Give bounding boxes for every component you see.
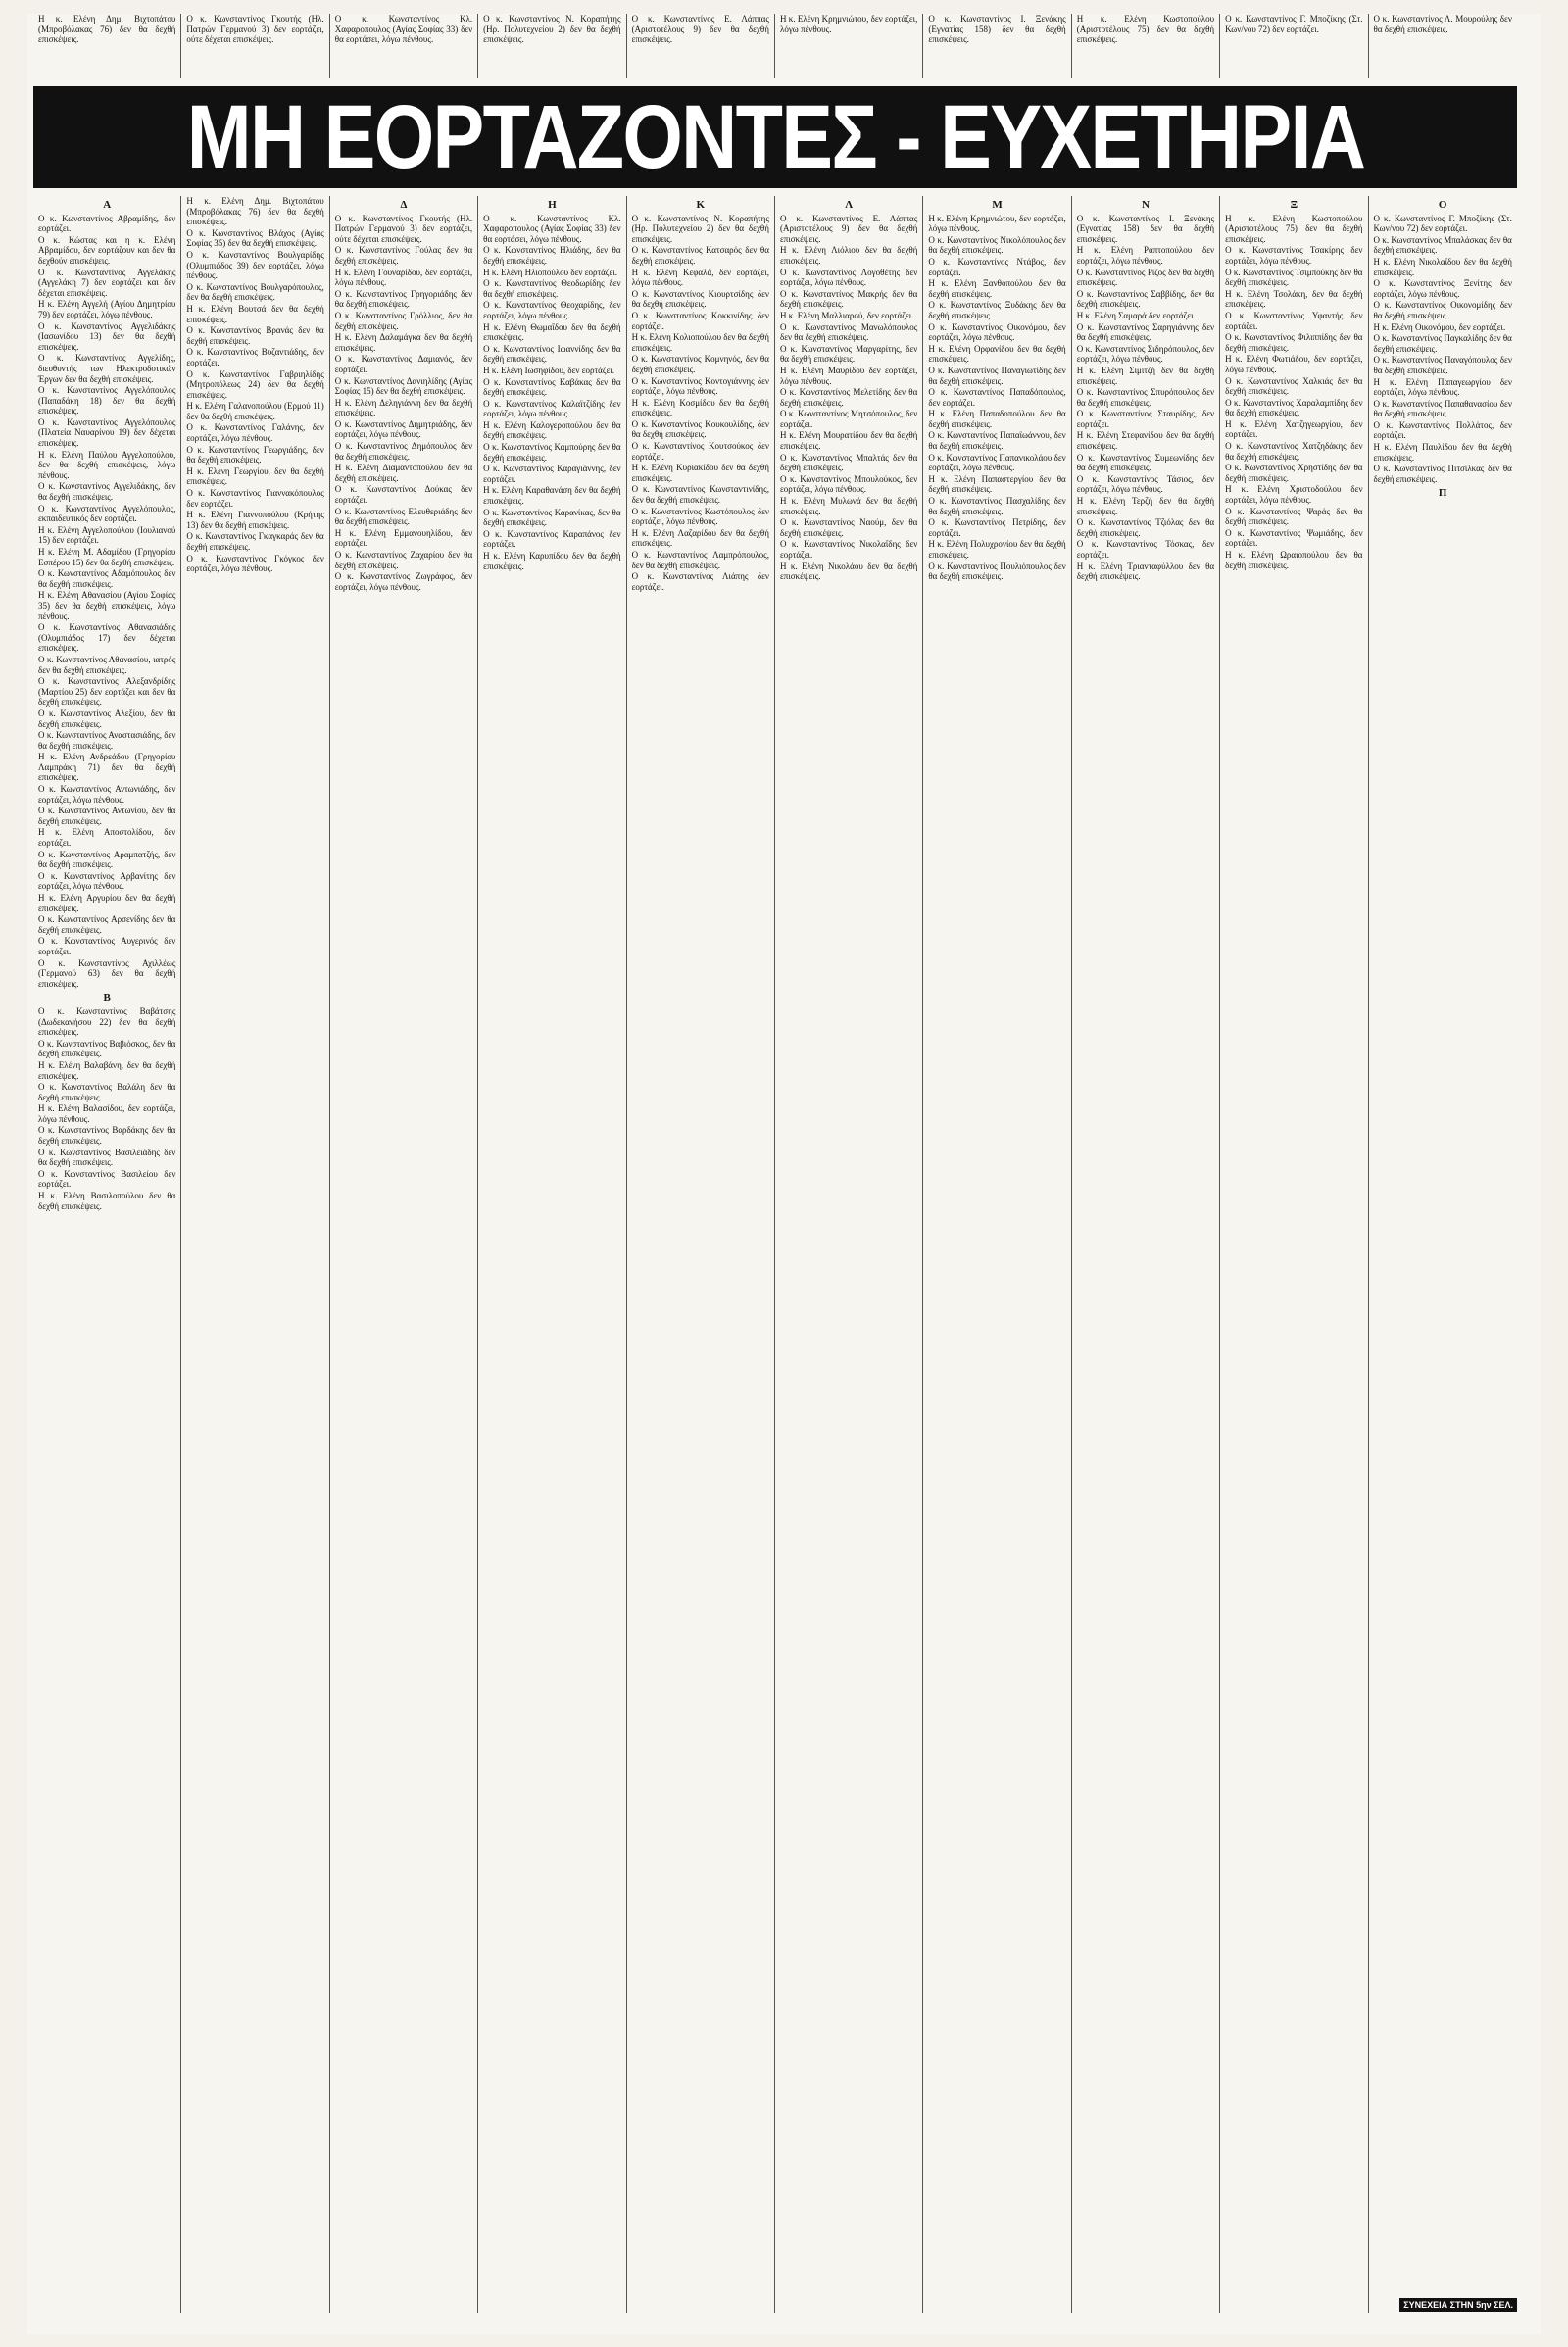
listing-entry: Ο κ. Κωνσταντίνος Βασιλείου δεν εορτάζει. [38, 1168, 176, 1190]
listing-entry: Ο κ. Κωνσταντίνος Αγγελιδάκης, δεν θα δεχθή επισκέψεις. [38, 481, 176, 503]
listing-entry: Ο κ. Κωνσταντίνος Ξυδάκης δεν θα δεχθή επισκέψεις. [928, 300, 1066, 320]
listing-entry: Ο κ. Κωνσταντίνος Δούκας δεν εορτάζει. [334, 484, 473, 506]
top-strip-column-7 [923, 14, 1071, 78]
listing-entry: Ο κ. Κωνσταντίνος Κοκκινίδης δεν εορτάζει. [631, 310, 769, 331]
listing-entry: Ο κ. Κωνσταντίνος Οικονόμου, δεν εορτάζει, λόγω πένθους. [928, 321, 1066, 343]
listing-entry: Ο κ. Κωνσταντίνος Βυζαντιάδης, δεν εορτάζει. [186, 347, 324, 367]
section-letter: Ν [1141, 199, 1150, 211]
listing-entry: Ο κ. Κωνσταντίνος Πολλάτος, δεν εορτάζει. [1373, 419, 1512, 441]
listing-entry: Η κ. Ελένη Θωμαΐδου δεν θα δεχθή επισκέψεις. [483, 321, 621, 343]
listing-entry: Η κ. Ελένη Αγγελή (Αγίου Δημητρίου 79) δεν εορτάζει, λόγω πένθους. [38, 299, 176, 319]
listing-entry: Η κ. Ελένη Γουναρίδου, δεν εορτάζει, λόγω πένθους. [334, 267, 473, 288]
entries-group [38, 214, 175, 990]
listing-entry: Η κ. Ελένη Κολιοπούλου δεν θα δεχθή επισκέψεις. [631, 332, 769, 353]
entries-group [632, 214, 769, 593]
top-strip-entry: Ο κ. Κωνσταντίνος Ι. Ξενάκης (Εγνατίας 158) δεν θα δεχθή επισκέψεις. [928, 14, 1066, 45]
listing-entry: Ο κ. Κωνσταντίνος Κιουρτσίδης δεν θα δεχθή επισκέψεις. [631, 288, 769, 310]
listing-entry: Η κ. Ελένη Μουρατίδου δεν θα δεχθή επισκέψεις. [779, 430, 918, 452]
headline-banner [33, 86, 1517, 188]
listing-column-3 [330, 196, 478, 2313]
listing-entry: Η κ. Ελένη Παπαδοπούλου δεν θα δεχθή επισκέψεις. [928, 409, 1066, 429]
top-strip-column-5 [627, 14, 775, 78]
top-strip-column-4 [478, 14, 626, 78]
listing-entry: Ο κ. Κωνσταντίνος Λιάπης δεν εορτάζει. [631, 571, 769, 592]
listing-entry: Ο κ. Κωνσταντίνος Βασιλειάδης δεν θα δεχθή επισκέψεις. [38, 1147, 176, 1168]
listing-entry: Ο κ. Κωνσταντίνος Μαργαρίτης, δεν θα δεχθή επισκέψεις. [779, 343, 918, 365]
listing-entry: Ο κ. Κωνσταντίνος Τζιόλας δεν θα δεχθή επισκέψεις. [1076, 517, 1215, 538]
listing-entry: Η κ. Ελένη Παυλίδου δεν θα δεχθή επισκέψεις. [1373, 442, 1512, 463]
listing-entry: Ο κ. Κωνσταντίνος Βαρδάκης δεν θα δεχθή επισκέψεις. [38, 1125, 176, 1147]
listing-entry: Ο κ. Κωνσταντίνος Βαλάλη δεν θα δεχθή επισκέψεις. [38, 1082, 176, 1102]
top-strip-column-1 [33, 14, 181, 78]
section-letter: Β [103, 992, 111, 1004]
listing-entry: Ο κ. Κωνσταντίνος Ψαράς δεν θα δεχθή επισκέψεις. [1225, 506, 1363, 527]
listing-entry: Ο κ. Κωνσταντίνος Γεωργιάδης, δεν θα δεχθή επισκέψεις. [186, 444, 324, 465]
listing-entry: Ο κ. Κωνσταντίνος Αγγελίδης, διευθυντής των Ηλεκτροδοτικών Έργων δεν θα δεχθή επισκέψεις. [38, 353, 176, 384]
listing-entry: Ο κ. Κωνσταντίνος Αγγελόπουλος (Παπαδάκη 18) δεν θα δεχθή επισκέψεις. [38, 385, 176, 416]
listing-entry: Η κ. Ελένη Σιμιτζή δεν θα δεχθή επισκέψεις. [1076, 365, 1215, 386]
listing-entry: Η κ. Ελένη Κοσμίδου δεν θα δεχθή επισκέψεις. [631, 397, 769, 418]
listing-entry: Ο κ. Κωνσταντίνος Γ. Μποζίκης (Στ. Κων/νου 72) δεν εορτάζει. [1373, 213, 1512, 234]
listing-entry: Ο κ. Κωνσταντίνος Ντάβος, δεν εορτάζει. [928, 256, 1066, 277]
top-strip-entry: Ο κ. Κωνσταντίνος Ε. Λάππας (Αριστοτέλους 9) δεν θα δεχθή επισκέψεις. [631, 14, 769, 45]
listing-entry: Η κ. Ελένη Ανδρεάδου (Γρηγορίου Λαμπράκη 71) δεν θα δεχθή επισκέψεις. [38, 752, 176, 783]
listing-entry: Ο κ. Κωνσταντίνος Δαμιανός, δεν εορτάζει. [334, 354, 473, 374]
listing-entry: Η κ. Ελένη Πολυχρονίου δεν θα δεχθή επισκέψεις. [928, 539, 1066, 560]
listing-entry: Η κ. Ελένη Παύλου Αγγελοπούλου, δεν θα δεχθή επισκέψεις, λόγω πένθους. [38, 449, 176, 480]
section-letter: Η [548, 199, 557, 211]
listing-entry: Ο κ. Κωνσταντίνος Ηλιάδης, δεν θα δεχθή επισκέψεις. [483, 245, 621, 266]
listing-entry: Ο κ. Κωνσταντίνος Κοντογιάννης δεν εορτάζει, λόγω πένθους. [631, 375, 769, 397]
listing-entry: Ο κ. Κωνσταντίνος Πασχαλίδης δεν θα δεχθή επισκέψεις. [928, 496, 1066, 516]
listing-entry: Η κ. Ελένη Μαλλιαρού, δεν εορτάζει. [779, 310, 914, 320]
listing-entry: Ο κ. Κωνσταντίνος Τσιμπούκης δεν θα δεχθή επισκέψεις. [1225, 267, 1363, 288]
listing-entry: Η κ. Ελένη Αποστολίδου, δεν εορτάζει. [38, 827, 176, 849]
listing-entry: Ο κ. Κωνσταντίνος Αρσενίδης δεν θα δεχθή επισκέψεις. [38, 914, 176, 935]
listing-entry: Η κ. Ελένη Σαμαρά δεν εορτάζει. [1076, 310, 1196, 320]
listing-column-10 [1369, 196, 1517, 2313]
listing-entry: Ο κ. Κωνσταντίνος Παπαϊωάννου, δεν θα δεχθή επισκέψεις. [928, 430, 1066, 452]
listing-entry: Ο κ. Κωνσταντίνος Μελετίδης δεν θα δεχθή επισκέψεις. [779, 387, 918, 408]
listing-entry: Ο κ. Κωνσταντίνος Παπανικολάου δεν εορτάζει, λόγω πένθους. [928, 452, 1066, 473]
listing-entry: Ο κ. Κωνσταντίνος Ε. Λάππας (Αριστοτέλους 9) δεν θα δεχθή επισκέψεις. [779, 213, 918, 244]
listing-entry: Η κ. Ελένη Κρημνιώτου, δεν εορτάζει, λόγω πένθους. [928, 213, 1066, 234]
listing-entry: Ο κ. Κωνσταντίνος Σαρηγιάννης δεν θα δεχθή επισκέψεις. [1076, 321, 1215, 343]
top-strip-entry: Ο κ. Κωνσταντίνος Λ. Μουρούλης δεν θα δεχθή επισκέψεις. [1373, 14, 1512, 34]
listing-entry: Η κ. Ελένη Φωτιάδου, δεν εορτάζει, λόγω πένθους. [1225, 354, 1363, 374]
listing-entry: Ο κ. Κωνσταντίνος Σαββίδης, δεν θα δεχθή επισκέψεις. [1076, 288, 1215, 310]
listing-entry: Ο κ. Κωνσταντίνος Σταυρίδης, δεν εορτάζει. [1076, 409, 1215, 429]
top-strip-entry: Η κ. Ελένη Κρημνιώτου, δεν εορτάζει, λόγω πένθους. [779, 14, 918, 34]
listing-entry: Ο κ. Κωνσταντίνος Βαβάτσης (Δωδεκανήσου 22) δεν θα δεχθή επισκέψεις. [38, 1005, 176, 1038]
listing-entry: Η κ. Ελένη Γαλανοπούλου (Ερμού 11) δεν θα δεχθή επισκέψεις. [186, 401, 324, 421]
listing-entry: Ο κ. Κωνσταντίνος Χατζηδάκης δεν θα δεχθή επισκέψεις. [1225, 441, 1363, 462]
listing-entry: Η κ. Ελένη Ξανθοπούλου δεν θα δεχθή επισκέψεις. [928, 278, 1066, 299]
listing-entry: Ο κ. Κωνσταντίνος Μπαλτάς δεν θα δεχθή επισκέψεις. [779, 452, 918, 473]
entries-group [780, 214, 917, 582]
listing-entry: Ο κ. Κωνσταντίνος Κωνσταντινίδης, δεν θα δεχθή επισκέψεις. [631, 484, 769, 506]
top-strip-column-3 [330, 14, 478, 78]
listing-entry: Ο κ. Κωνσταντίνος Γρηγοριάδης δεν θα δεχθή επισκέψεις. [334, 288, 473, 310]
listing-entry: Ο κ. Κωνσταντίνος Τσακίρης δεν εορτάζει, λόγω πένθους. [1225, 245, 1363, 266]
listing-entry: Ο κ. Κωνσταντίνος Αβραμίδης, δεν εορτάζει. [38, 213, 176, 234]
listing-entry: Η κ. Ελένη Καλογεροπούλου δεν θα δεχθή επισκέψεις. [483, 419, 621, 441]
top-strip-column-8 [1072, 14, 1220, 78]
listing-entry: Ο κ. Κωνσταντίνος Κουκουλίδης, δεν θα δεχθή επισκέψεις. [631, 418, 769, 440]
listing-entry: Ο κ. Κωνσταντίνος Καβάκας δεν θα δεχθή επισκέψεις. [483, 376, 621, 398]
listing-entry: Η κ. Ελένη Δαλαμάγκα δεν θα δεχθή επισκέψεις. [334, 332, 473, 353]
listing-entry: Ο κ. Κωνσταντίνος Αντωνίου, δεν θα δεχθή επισκέψεις. [38, 806, 176, 826]
listing-entry: Ο κ. Κωνσταντίνος Μπαλάσκας δεν θα δεχθή επισκέψεις. [1373, 234, 1512, 256]
listing-entry: Ο κ. Κωνσταντίνος Μπουλούκος, δεν εορτάζει, λόγω πένθους. [779, 473, 918, 495]
listing-entry: Ο κ. Κωνσταντίνος Ιωαννίδης δεν θα δεχθή επισκέψεις. [483, 343, 621, 365]
listing-entry: Η κ. Ελένη Βουτσά δεν θα δεχθή επισκέψεις. [186, 303, 324, 324]
listing-entry: Η κ. Ελένη Βασιλοπούλου δεν θα δεχθή επισκέψεις. [38, 1191, 176, 1211]
listing-entry: Ο κ. Κωνσταντίνος Γαβριηλίδης (Μητροπόλεως 24) δεν θα δεχθή επισκέψεις. [186, 368, 324, 400]
section-letter: Μ [992, 199, 1003, 211]
listing-entry: Ο κ. Κωνσταντίνος Δημητριάδης, δεν εορτάζει, λόγω πένθους. [334, 418, 473, 440]
listing-entry: Ο κ. Κωνσταντίνος Νικολαΐδης δεν εορτάζει. [779, 539, 918, 560]
section-letter: Κ [696, 199, 706, 211]
listing-entry: Ο κ. Κωνσταντίνος Κουτσούκος δεν εορτάζει. [631, 441, 769, 462]
listing-entry: Η κ. Ελένη Χατζηγεωργίου, δεν εορτάζει. [1225, 418, 1363, 440]
listing-entry: Η κ. Ελένη Μαυρίδου δεν εορτάζει, λόγω πένθους. [779, 365, 918, 386]
top-strip-entry: Ο κ. Κωνσταντίνος Ν. Κοραπήτης (Ηρ. Πολυτεχνείου 2) δεν θα δεχθή επισκέψεις. [483, 14, 621, 45]
listing-entry: Ο κ. Κωνσταντίνος Βρανάς δεν θα δεχθή επισκέψεις. [186, 325, 324, 346]
entries-group [1077, 214, 1214, 582]
top-strip-entry: Ο κ. Κωνσταντίνος Γ. Μποζίκης (Στ. Κων/νου 72) δεν εορτάζει. [1225, 14, 1363, 34]
listing-entry: Ο κ. Κωνσταντίνος Κλ. Χαφαροπουλος (Αγίας Σοφίας 33) δεν θα εορτάσει, λόγω πένθους. [483, 213, 621, 244]
listing-entry: Ο κ. Κώστας και η κ. Ελένη Αβραμίδου, δεν εορτάζουν και δεν θα δεχθούν επισκέψεις. [38, 234, 176, 266]
listing-entry: Η κ. Ελένη Νικολάου δεν θα δεχθή επισκέψεις. [779, 561, 918, 582]
listing-column-9 [1220, 196, 1368, 2313]
listing-entry: Η κ. Ελένη Γιαννοπούλου (Κρήτης 13) δεν θα δεχθή επισκέψεις. [186, 510, 324, 530]
listing-entry: Ο κ. Κωνσταντίνος Κατσαρός δεν θα δεχθή επισκέψεις. [631, 245, 769, 266]
listing-entry: Ο κ. Κωνσταντίνος Μακρής δεν θα δεχθή επισκέψεις. [779, 288, 918, 310]
listing-entry: Ο κ. Κωνσταντίνος Καμπούρης δεν θα δεχθή επισκέψεις. [483, 442, 621, 463]
listing-entry: Ο κ. Κωνσταντίνος Δημόπουλος δεν θα δεχθή επισκέψεις. [334, 441, 473, 462]
listing-entry: Ο κ. Κωνσταντίνος Γκαγκαράς δεν θα δεχθή επισκέψεις. [186, 531, 324, 552]
listing-entry: Ο κ. Κωνσταντίνος Βλάχος (Αγίας Σοφίας 35) δεν θα δεχθή επισκέψεις. [186, 227, 324, 249]
listing-entry: Ο κ. Κωνσταντίνος Ξενίτης δεν εορτάζει, λόγω πένθους. [1373, 278, 1512, 299]
listing-entry: Η κ. Ελένη Ραπτοπούλου δεν εορτάζει, λόγω πένθους. [1076, 245, 1215, 266]
listing-entry: Ο κ. Κωνσταντίνος Γούλας δεν θα δεχθή επισκέψεις. [334, 245, 473, 266]
top-strip-column-10 [1369, 14, 1517, 78]
listing-entry: Η κ. Ελένη Νικολαΐδου δεν θα δεχθή επισκέψεις. [1373, 256, 1512, 277]
listing-entry: Η κ. Ελένη Οικονόμου, δεν εορτάζει. [1373, 321, 1506, 332]
listing-entry: Η κ. Ελένη Διαμαντοπούλου δεν θα δεχθή επισκέψεις. [334, 463, 473, 483]
listing-entry: Ο κ. Κωνσταντίνος Πετρίδης, δεν εορτάζει. [928, 517, 1066, 538]
listing-column-7 [923, 196, 1071, 2313]
listing-entry: Ο κ. Κωνσταντίνος Θεοδωρίδης δεν θα δεχθή επισκέψεις. [483, 278, 621, 299]
continuation-note: ΣΥΝΕΧΕΙΑ ΣΤΗΝ 5ην ΣΕΛ. [1399, 2298, 1517, 2312]
listing-entry: Η κ. Ελένη Χριστοδούλου δεν εορτάζει, λόγω πένθους. [1225, 484, 1363, 506]
section-letter: Δ [400, 199, 408, 211]
entries-group [1374, 214, 1512, 485]
listing-entry: Ο κ. Κωνσταντίνος Πουλιόπουλος δεν θα δεχθή επισκέψεις. [928, 561, 1066, 582]
listing-entry: Ο κ. Κωνσταντίνος Αυγερινός δεν εορτάζει. [38, 936, 176, 956]
listing-column-6 [775, 196, 923, 2313]
listing-entry: Ο κ. Κωνσταντίνος Βαβιόσκος, δεν θα δεχθή επισκέψεις. [38, 1038, 176, 1059]
listing-entry: Ο κ. Κωνσταντίνος Μανωλόπουλος δεν θα δεχθή επισκέψεις. [779, 321, 918, 343]
section-letter: Ο [1438, 199, 1447, 211]
top-strip-entry: Ο κ. Κωνσταντίνος Γκουτής (Ηλ. Πατρών Γερμανού 3) δεν εορτάζει, ούτε δέχεται επισκέψεις. [186, 14, 324, 45]
listing-entry: Ο κ. Κωνσταντίνος Αδαμόπουλος δεν θα δεχθή επισκέψεις. [38, 568, 176, 589]
listing-entry: Η κ. Ελένη Παπαστεργίου δεν θα δεχθή επισκέψεις. [928, 473, 1066, 495]
listing-entry: Η κ. Ελένη Δημ. Βιχτοπάτου (Μπροβόλακας 76) δεν θα δεχθή επισκέψεις. [186, 196, 324, 227]
listing-entry: Ο κ. Κωνσταντίνος Φιλιππίδης δεν θα δεχθή επισκέψεις. [1225, 332, 1363, 353]
headline-title: ΜΗ ΕΟΡΤΑΖΟΝΤΕΣ - ΕΥΧΕΤΗΡΙΑ [186, 87, 1364, 187]
listing-entry: Η κ. Ελένη Δεληγιάννη δεν θα δεχθή επισκέψεις. [334, 397, 473, 418]
listing-entry: Ο κ. Κωνσταντίνος Καλαϊτζίδης δεν εορτάζει, λόγω πένθους. [483, 398, 621, 419]
listing-entry: Ο κ. Κωνσταντίνος Καρανίκας, δεν θα δεχθή επισκέψεις. [483, 507, 621, 528]
listing-entry: Η κ. Ελένη Κωστοπούλου (Αριστοτέλους 75) δεν θα δεχθή επισκέψεις. [1225, 213, 1363, 244]
section-letter: Ξ [1290, 199, 1298, 211]
listing-entry: Ο κ. Κωνσταντίνος Μητσόπουλος, δεν εορτάζει. [779, 409, 918, 429]
listing-entry: Ο κ. Κωνσταντίνος Οικονομίδης δεν θα δεχθή επισκέψεις. [1373, 300, 1512, 320]
entries-group [1225, 214, 1362, 571]
top-strip-column-9 [1220, 14, 1368, 78]
listing-column-8 [1072, 196, 1220, 2313]
top-strip [33, 14, 1517, 78]
listing-entry: Ο κ. Κωνσταντίνος Νικολόπουλος δεν θα δεχθή επισκέψεις. [928, 234, 1066, 256]
listing-entry: Ο κ. Κωνσταντίνος Αρβανίτης δεν εορτάζει, λόγω πένθους. [38, 870, 176, 892]
section-letter: Α [103, 199, 112, 211]
listing-entry: Ο κ. Κωνσταντίνος Παναγόπουλος δεν θα δεχθή επισκέψεις. [1373, 355, 1512, 375]
listing-entry: Ο κ. Κωνσταντίνος Αθανασίου, ιατρός δεν θα δεχθή επισκέψεις. [38, 654, 176, 675]
listing-entry: Ο κ. Κωνσταντίνος Τάσιος, δεν εορτάζει, λόγω πένθους. [1076, 473, 1215, 495]
listing-entry: Η κ. Ελένη Κεφαλά, δεν εορτάζει, λόγω πένθους. [631, 267, 769, 288]
listing-entry: Η κ. Ελένη Παπαγεωργίου δεν εορτάζει, λόγω πένθους. [1373, 376, 1512, 398]
listing-entry: Ο κ. Κωνσταντίνος Αντωνιάδης, δεν εορτάζει, λόγω πένθους. [38, 784, 176, 805]
listing-entry: Ο κ. Κωνσταντίνος Χαλκιάς δεν θα δεχθή επισκέψεις. [1225, 375, 1363, 397]
entries-group [928, 214, 1065, 582]
listing-entry: Ο κ. Κωνσταντίνος Παγκαλίδης δεν θα δεχθή επισκέψεις. [1373, 333, 1512, 354]
listing-entry: Ο κ. Κωνσταντίνος Αραμπατζής, δεν θα δεχθή επισκέψεις. [38, 849, 176, 870]
listing-entry: Ο κ. Κωνσταντίνος Ψωμιάδης, δεν εορτάζει. [1225, 527, 1363, 549]
top-strip-entry: Η κ. Ελένη Δημ. Βιχτοπάτου (Μπροβόλακας 76) δεν θα δεχθή επισκέψεις. [38, 14, 176, 45]
listing-entry: Ο κ. Κωνσταντίνος Αναστασιάδης, δεν θα δεχθή επισκέψεις. [38, 730, 176, 751]
listing-column-1 [33, 196, 181, 2313]
listing-entry: Ο κ. Κωνσταντίνος Γκόγκος δεν εορτάζει, λόγω πένθους. [186, 553, 324, 574]
entries-group [38, 1006, 175, 1211]
listing-entry: Ο κ. Κωνσταντίνος Ζωγράφος, δεν εορτάζει, λόγω πένθους. [334, 571, 473, 592]
listing-entry: Ο κ. Κωνσταντίνος Δανιηλίδης (Αγίας Σοφίας 15) δεν θα δεχθή επισκέψεις. [334, 375, 473, 397]
listing-entry: Η κ. Ελένη Λιόλιου δεν θα δεχθή επισκέψεις. [779, 245, 918, 266]
entries-group [335, 214, 472, 593]
listing-entry: Ο κ. Κωνσταντίνος Αχιλλέως (Γερμανού 63) δεν θα δεχθή επισκέψεις. [38, 957, 176, 989]
listing-column-5 [627, 196, 775, 2313]
listing-entry: Ο κ. Κωνσταντίνος Χρηστίδης δεν θα δεχθή επισκέψεις. [1225, 463, 1363, 483]
listing-entry: Η κ. Ελένη Ορφανίδου δεν θα δεχθή επισκέψεις. [928, 343, 1066, 365]
listing-entry: Ο κ. Κωνσταντίνος Παπαθανασίου δεν θα δεχθή επισκέψεις. [1373, 398, 1512, 419]
listing-entry: Ο κ. Κωνσταντίνος Λαμπρόπουλος, δεν θα δεχθή επισκέψεις. [631, 550, 769, 570]
listing-entry: Ο κ. Κωνσταντίνος Αγγελόπουλος (Πλατεία Ναυαρίνου 19) δεν δέχεται επισκέψεις. [38, 416, 176, 449]
listing-entry: Ο κ. Κωνσταντίνος Παναγιωτίδης δεν θα δεχθή επισκέψεις. [928, 365, 1066, 386]
section-letter: Λ [845, 199, 854, 211]
listing-entry: Η κ. Ελένη Τριανταφύλλου δεν θα δεχθή επισκέψεις. [1076, 561, 1215, 582]
top-strip-entry: Η κ. Ελένη Κωστοπούλου (Αριστοτέλους 75) δεν θα δεχθή επισκέψεις. [1076, 14, 1215, 45]
listing-entry: Η κ. Ελένη Κυριακίδου δεν θα δεχθή επισκέψεις. [631, 463, 769, 483]
entries-group [483, 214, 620, 572]
listing-entry: Ο κ. Κωνσταντίνος Αγγελάκης (Αγγελάκη 7) δεν εορτάζει και δεν δέχεται επισκέψεις. [38, 267, 176, 298]
top-strip-entry: Ο κ. Κωνσταντίνος Κλ. Χαφαροπουλος (Αγίας Σοφίας 33) δεν θα εορτάσει, λόγω πένθους. [334, 14, 473, 45]
listing-entry: Η κ. Ελένη Μ. Αδαμίδου (Γρηγορίου Εσπέρου 15) δεν θα δεχθή επισκέψεις. [38, 547, 176, 567]
listing-entry: Η κ. Ελένη Εμμανουηλίδου, δεν εορτάζει. [334, 527, 473, 549]
listing-entry: Ο κ. Κωνσταντίνος Σπυρόπουλος δεν θα δεχθή επισκέψεις. [1076, 387, 1215, 408]
entries-group [186, 196, 323, 574]
listing-entry: Ο κ. Κωνσταντίνος Γκουτής (Ηλ. Πατρών Γερμανού 3) δεν εορτάζει, ούτε δέχεται επισκέψεις. [334, 213, 473, 244]
listing-entry: Ο κ. Κωνσταντίνος Ν. Κοραπήτης (Ηρ. Πολυτεχνείου 2) δεν θα δεχθή επισκέψεις. [631, 213, 769, 244]
listing-entry: Η κ. Ελένη Αγγελοπούλου (Ιουλιανού 15) δεν εορτάζει. [38, 524, 176, 546]
top-strip-column-6 [775, 14, 923, 78]
listing-entry: Ο κ. Κωνσταντίνος Καραπάνος δεν εορτάζει. [483, 528, 621, 550]
listing-entry: Ο κ. Κωνσταντίνος Ζαχαρίου δεν θα δεχθή επισκέψεις. [334, 550, 473, 570]
listing-entry: Ο κ. Κωνσταντίνος Γιαννακόπουλος δεν εορτάζει. [186, 488, 324, 509]
listing-entry: Η κ. Ελένη Βαλασίδου, δεν εορτάζει, λόγω πένθους. [38, 1103, 176, 1124]
listing-entry: Ο κ. Κωνσταντίνος Παπαδόπουλος, δεν εορτάζει. [928, 387, 1066, 408]
listing-entry: Ο κ. Κωνσταντίνος Ρίζος δεν θα δεχθή επισκέψεις. [1076, 267, 1215, 288]
listing-entry: Ο κ. Κωνσταντίνος Τόσκας, δεν εορτάζει. [1076, 539, 1215, 560]
listing-entry: Ο κ. Κωνσταντίνος Βουλγαρίδης (Ολυμπιάδος 39) δεν εορτάζει, λόγω πένθους. [186, 249, 324, 281]
listing-entry: Ο κ. Κωνσταντίνος Ι. Ξενάκης (Εγνατίας 158) δεν θα δεχθή επισκέψεις. [1076, 213, 1215, 244]
top-strip-column-2 [181, 14, 329, 78]
listing-column-4 [478, 196, 626, 2313]
listing-entry: Η κ. Ελένη Στεφανίδου δεν θα δεχθή επισκέψεις. [1076, 430, 1215, 452]
listing-entry: Ο κ. Κωνσταντίνος Γρόλλιος, δεν θα δεχθή επισκέψεις. [334, 310, 473, 331]
listing-entry: Ο κ. Κωνσταντίνος Λογοθέτης δεν εορτάζει, λόγω πένθους. [779, 267, 918, 288]
listing-columns [33, 196, 1517, 2313]
listing-entry: Ο κ. Κωνσταντίνος Σιδηρόπουλος, δεν εορτάζει, λόγω πένθους. [1076, 343, 1215, 365]
listing-entry: Ο κ. Κωνσταντίνος Αγγελιδάκης (Ιασωνίδου 13) δεν θα δεχθή επισκέψεις. [38, 320, 176, 352]
listing-entry: Η κ. Ελένη Τερζή δεν θα δεχθή επισκέψεις. [1076, 496, 1215, 516]
listing-entry: Η κ. Ελένη Αργυρίου δεν θα δεχθή επισκέψεις. [38, 893, 176, 913]
listing-entry: Ο κ. Κωνσταντίνος Ελευθεριάδης δεν θα δεχθή επισκέψεις. [334, 506, 473, 527]
listing-entry: Ο κ. Κωνσταντίνος Κομνηνός, δεν θα δεχθή επισκέψεις. [631, 354, 769, 374]
listing-entry: Η κ. Ελένη Ωραιοπούλου δεν θα δεχθή επισκέψεις. [1225, 550, 1363, 570]
listing-entry: Ο κ. Κωνσταντίνος Αγγελόπουλος, εκπαιδευτικός δεν εορτάζει. [38, 503, 176, 524]
section-letter: Π [1438, 487, 1447, 500]
listing-entry: Η κ. Ελένη Τσολάκη, δεν θα δεχθή επισκέψεις. [1225, 288, 1363, 310]
listing-entry: Η κ. Ελένη Μυλωνά δεν θα δεχθή επισκέψεις. [779, 496, 918, 516]
listing-entry: Ο κ. Κωνσταντίνος Αλεξίου, δεν θα δεχθή επισκέψεις. [38, 708, 176, 729]
listing-entry: Ο κ. Κωνσταντίνος Βουλγαρόπουλος, δεν θα δεχθή επισκέψεις. [186, 281, 324, 303]
listing-entry: Ο κ. Κωνσταντίνος Κωστόπουλος δεν εορτάζει, λόγω πένθους. [631, 506, 769, 527]
listing-column-2 [181, 196, 329, 2313]
listing-entry: Η κ. Ελένη Βαλαβάνη, δεν θα δεχθή επισκέψεις. [38, 1059, 176, 1081]
listing-entry: Ο κ. Κωνσταντίνος Συμεωνίδης δεν θα δεχθή επισκέψεις. [1076, 452, 1215, 473]
listing-entry: Ο κ. Κωνσταντίνος Ναούμ, δεν θα δεχθή επισκέψεις. [779, 517, 918, 538]
listing-entry: Ο κ. Κωνσταντίνος Αθανασιάδης (Ολυμπιάδος 17) δεν δέχεται επισκέψεις. [38, 622, 176, 654]
listing-entry: Ο κ. Κωνσταντίνος Υφαντής δεν εορτάζει. [1225, 310, 1363, 331]
listing-entry: Η κ. Ελένη Καραθανάση δεν θα δεχθή επισκέψεις. [483, 485, 621, 507]
listing-entry: Η κ. Ελένη Λαζαρίδου δεν θα δεχθή επισκέψεις. [631, 527, 769, 549]
listing-entry: Η κ. Ελένη Γεωργίου, δεν θα δεχθή επισκέψεις. [186, 465, 324, 487]
listing-entry: Η κ. Ελένη Καρυπίδου δεν θα δεχθή επισκέψεις. [483, 551, 621, 571]
listing-entry: Ο κ. Κωνσταντίνος Χαραλαμπίδης δεν θα δεχθή επισκέψεις. [1225, 397, 1363, 418]
listing-entry: Ο κ. Κωνσταντίνος Θεοχαρίδης, δεν εορτάζει, λόγω πένθους. [483, 300, 621, 320]
listing-entry: Ο κ. Κωνσταντίνος Πιτσίλκας δεν θα δεχθή επισκέψεις. [1373, 464, 1512, 484]
listing-entry: Ο κ. Κωνσταντίνος Γαλάνης, δεν εορτάζει, λόγω πένθους. [186, 422, 324, 444]
listing-entry: Η κ. Ελένη Ιωσηφίδου, δεν εορτάζει. [483, 365, 615, 375]
listing-entry: Ο κ. Κωνσταντίνος Αλεξανδρίδης (Μαρτίου 25) δεν εορτάζει και δεν θα δεχθή επισκέψεις. [38, 676, 176, 708]
listing-entry: Ο κ. Κωνσταντίνος Καραγιάννης, δεν εορτάζει. [483, 464, 621, 484]
listing-entry: Η κ. Ελένη Αθανασίου (Αγίου Σοφίας 35) δεν θα δεχθή επισκέψεις, λόγω πένθους. [38, 590, 176, 621]
listing-entry: Η κ. Ελένη Ηλιοπούλου δεν εορτάζει. [483, 267, 617, 277]
